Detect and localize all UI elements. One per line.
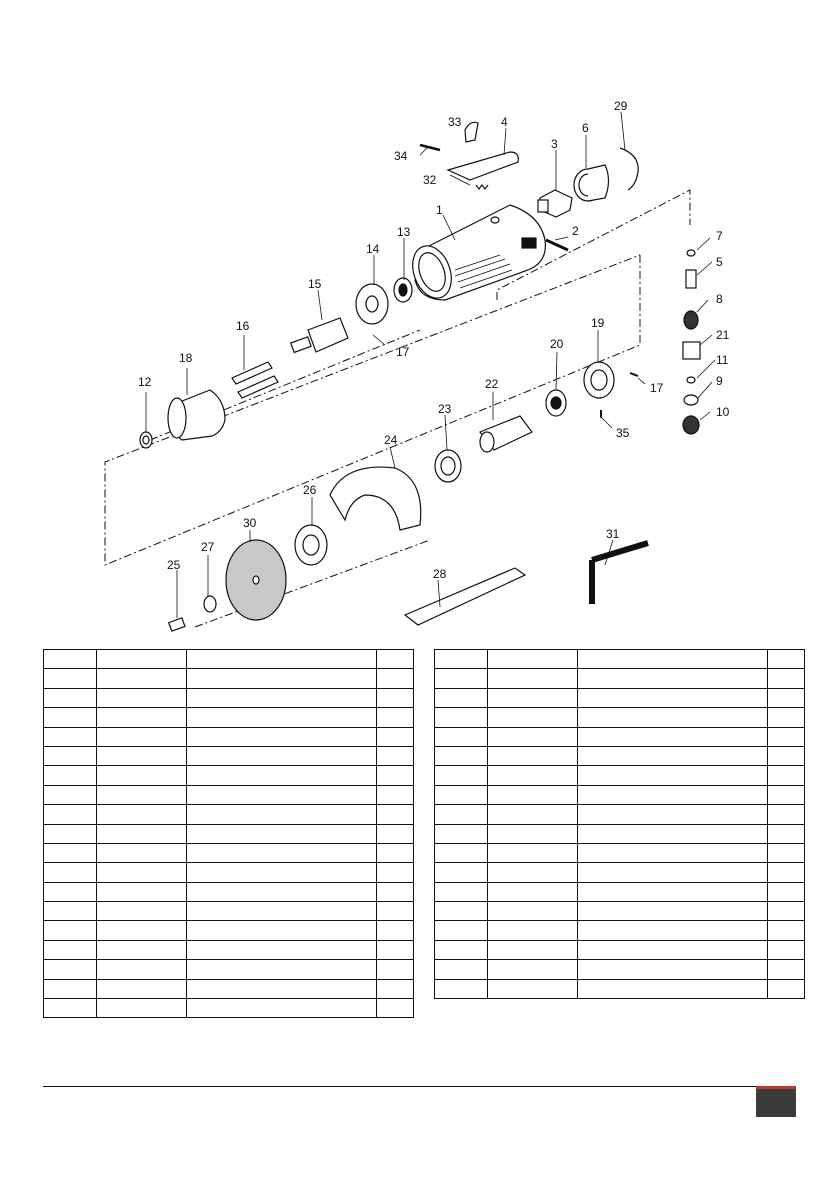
table-cell [377,921,414,940]
table-cell [97,669,187,688]
table-cell [488,960,578,979]
table-cell [435,824,488,843]
table-cell [768,669,805,688]
table-cell [187,805,377,824]
part-number-35: 35 [616,426,630,440]
table-cell [44,940,97,959]
table-cell [377,960,414,979]
part-number-10: 10 [716,405,730,419]
table-cell [187,766,377,785]
table-row [44,902,414,921]
table-cell [768,708,805,727]
table-cell [578,979,768,998]
part-bearing-13 [394,278,412,302]
table-row [435,902,805,921]
part-number-11: 11 [716,353,729,367]
table-cell [187,999,377,1018]
table-cell [768,921,805,940]
table-cell [97,863,187,882]
part-number-labels [138,99,730,581]
table-cell [97,960,187,979]
table-cell [768,960,805,979]
table-cell [488,863,578,882]
table-cell [768,979,805,998]
header-cell [578,650,768,669]
table-row [435,843,805,862]
footer-divider [43,1086,796,1087]
table-cell [578,766,768,785]
part-lever-lock [465,122,478,142]
table-cell [435,843,488,862]
table-cell [488,979,578,998]
table-cell [435,708,488,727]
part-number-3: 3 [551,137,558,151]
table-cell [377,785,414,804]
table-cell [377,902,414,921]
part-bearing-20 [546,390,566,416]
table-cell [435,688,488,707]
part-number-26: 26 [303,483,317,497]
table-cell [44,766,97,785]
table-cell [44,708,97,727]
table-cell [377,979,414,998]
table-row [44,785,414,804]
table-cell [488,766,578,785]
table-cell [97,708,187,727]
table-cell [44,863,97,882]
part-bushing [574,165,609,201]
page-number-box [756,1086,796,1117]
part-number-17a: 17 [396,345,410,359]
table-row [44,727,414,746]
table-cell [187,921,377,940]
table-cell [768,727,805,746]
table-cell [377,669,414,688]
table-cell [377,843,414,862]
part-snap-ring [620,148,638,190]
table-cell [578,940,768,959]
table-body [435,669,805,999]
part-cut-off-wheel [226,540,286,620]
table-row [435,979,805,998]
part-number-5: 5 [716,255,723,269]
table-body [44,669,414,1018]
table-cell [488,785,578,804]
table-cell [187,979,377,998]
table-cell [578,902,768,921]
table-cell [97,805,187,824]
part-hex-key [592,543,648,604]
table-header-row [435,650,805,669]
table-cell [768,902,805,921]
table-row [435,708,805,727]
part-number-21: 21 [716,328,730,342]
table-cell [187,785,377,804]
part-valve-stack [683,250,700,434]
table-cell [578,863,768,882]
part-washer-27 [204,596,216,612]
table-row [44,766,414,785]
part-number-30: 30 [243,516,257,530]
table-row [44,940,414,959]
part-seal-12 [140,432,152,448]
part-number-20: 20 [550,337,564,351]
table-cell [488,940,578,959]
table-cell [578,746,768,765]
table-cell [435,766,488,785]
table-cell [187,863,377,882]
part-number-13: 13 [397,225,411,239]
part-flange [295,525,327,565]
table-cell [578,960,768,979]
table-cell [578,727,768,746]
table-row [44,669,414,688]
part-wheel-guard [330,467,421,530]
table-cell [768,688,805,707]
table-row [435,960,805,979]
part-rotor [291,318,348,352]
part-lever-pin [420,145,440,150]
table-cell [97,882,187,901]
part-screw [169,618,185,631]
table-cell [187,902,377,921]
table-cell [97,727,187,746]
table-row [435,882,805,901]
header-cell [97,650,187,669]
table-cell [435,960,488,979]
table-row [435,940,805,959]
table-row [435,805,805,824]
table-row [44,960,414,979]
table-cell [435,902,488,921]
table-row [44,688,414,707]
table-row [44,979,414,998]
part-spanner-wrench [405,568,525,625]
part-number-27: 27 [201,540,215,554]
table-cell [578,843,768,862]
part-number-8: 8 [716,292,723,306]
table-cell [578,805,768,824]
table-cell [768,824,805,843]
part-number-17b: 17 [650,381,664,395]
table-cell [578,669,768,688]
table-cell [97,688,187,707]
table-cell [44,999,97,1018]
table-cell [488,843,578,862]
part-spindle [480,416,532,452]
table-header-row [44,650,414,669]
table-cell [97,979,187,998]
table-cell [435,863,488,882]
table-cell [44,785,97,804]
table-row [435,921,805,940]
table-cell [44,882,97,901]
table-cell [488,669,578,688]
table-cell [97,999,187,1018]
table-row [44,921,414,940]
parts-table-right [434,649,805,999]
part-number-16: 16 [236,319,250,333]
table-cell [488,727,578,746]
table-cell [187,708,377,727]
table-cell [44,805,97,824]
table-cell [97,824,187,843]
table-cell [435,921,488,940]
table-cell [435,669,488,688]
table-row [435,824,805,843]
part-number-7: 7 [716,229,723,243]
table-cell [768,746,805,765]
part-number-29: 29 [614,99,628,113]
part-pin [546,240,568,250]
table-cell [488,921,578,940]
table-cell [97,746,187,765]
part-number-33: 33 [448,115,462,129]
part-spring [476,185,488,189]
table-cell [377,824,414,843]
table-cell [578,708,768,727]
part-rotor-blades [232,362,278,398]
table-cell [377,746,414,765]
table-row [44,708,414,727]
part-cylinder [168,390,225,440]
part-inlet-fitting [538,190,572,217]
table-row [435,746,805,765]
table-cell [44,824,97,843]
table-row [435,785,805,804]
table-cell [435,727,488,746]
table-cell [97,940,187,959]
table-cell [488,882,578,901]
part-number-32: 32 [423,173,437,187]
parts-table-left [43,649,414,1018]
table-cell [377,727,414,746]
part-housing [406,205,546,304]
table-cell [187,882,377,901]
table-cell [768,882,805,901]
part-number-28: 28 [433,567,447,581]
table-cell [435,940,488,959]
table-cell [435,882,488,901]
table-cell [488,708,578,727]
table-cell [578,688,768,707]
table-cell [187,843,377,862]
part-end-plate [356,284,388,324]
table-cell [578,921,768,940]
part-number-4: 4 [501,115,508,129]
table-cell [768,863,805,882]
part-number-31: 31 [606,527,620,541]
table-cell [44,902,97,921]
table-cell [488,902,578,921]
table-cell [97,766,187,785]
table-cell [435,805,488,824]
table-cell [435,746,488,765]
table-cell [44,979,97,998]
table-cell [377,999,414,1018]
table-cell [768,940,805,959]
table-row [435,727,805,746]
table-cell [377,766,414,785]
table-cell [187,688,377,707]
table-cell [97,843,187,862]
table-cell [44,960,97,979]
table-cell [435,785,488,804]
table-cell [435,979,488,998]
table-cell [768,766,805,785]
table-cell [377,805,414,824]
part-number-24: 24 [384,433,398,447]
header-cell [435,650,488,669]
table-cell [768,805,805,824]
table-cell [488,688,578,707]
header-cell [377,650,414,669]
part-throttle-lever [448,152,518,180]
table-row [435,669,805,688]
table-cell [44,727,97,746]
part-pin-17 [630,373,638,376]
part-number-18: 18 [179,351,193,365]
table-cell [377,882,414,901]
part-spindle-nut [435,450,461,482]
part-number-25: 25 [167,558,181,572]
table-cell [768,843,805,862]
table-cell [578,824,768,843]
part-number-34: 34 [394,149,408,163]
table-cell [488,746,578,765]
part-number-22: 22 [485,377,499,391]
part-number-1: 1 [436,203,443,217]
table-cell [377,940,414,959]
table-cell [97,785,187,804]
part-number-15: 15 [308,277,322,291]
table-cell [44,843,97,862]
header-cell [187,650,377,669]
table-cell [488,805,578,824]
part-rear-plate [584,362,614,398]
table-row [435,766,805,785]
header-cell [488,650,578,669]
table-cell [187,727,377,746]
part-number-12: 12 [138,375,152,389]
header-cell [44,650,97,669]
table-cell [97,902,187,921]
table-row [44,863,414,882]
table-cell [768,785,805,804]
part-number-9: 9 [716,374,723,388]
table-cell [488,824,578,843]
table-cell [377,688,414,707]
part-number-19: 19 [591,316,605,330]
table-row [44,805,414,824]
table-cell [187,940,377,959]
table-cell [97,921,187,940]
table-cell [377,863,414,882]
part-number-23: 23 [438,402,452,416]
table-row [44,824,414,843]
table-cell [377,708,414,727]
table-cell [187,960,377,979]
table-cell [44,688,97,707]
part-number-2: 2 [572,224,579,238]
table-cell [44,921,97,940]
table-row [435,688,805,707]
table-row [44,843,414,862]
table-row [44,746,414,765]
table-row [435,863,805,882]
table-cell [44,746,97,765]
table-cell [578,882,768,901]
header-cell [768,650,805,669]
table-row [44,882,414,901]
part-number-14: 14 [366,242,380,256]
table-cell [187,669,377,688]
table-cell [187,746,377,765]
table-cell [187,824,377,843]
table-row [44,999,414,1018]
table-cell [44,669,97,688]
part-number-6: 6 [582,121,589,135]
table-cell [578,785,768,804]
